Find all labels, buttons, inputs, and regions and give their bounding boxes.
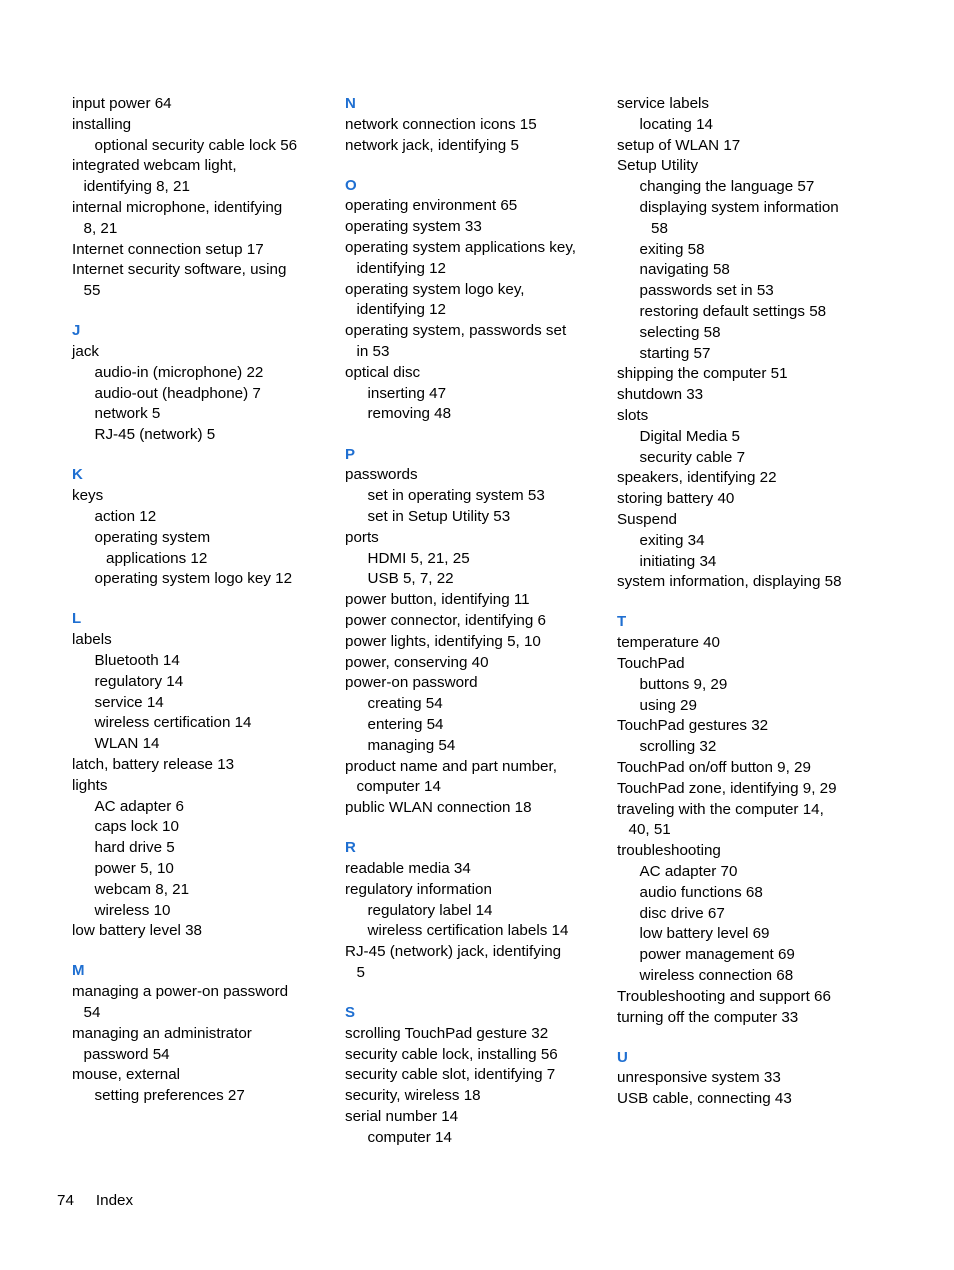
index-entry: labels [72, 631, 112, 649]
section-letter-heading: O [345, 176, 357, 194]
index-entry-continuation: identifying 12 [356, 301, 447, 319]
index-entry: operating system, passwords set [345, 322, 567, 340]
index-entry: ports [345, 528, 379, 546]
index-subentry: displaying system information [639, 198, 839, 216]
index-subentry: exiting 34 [639, 531, 705, 549]
index-entry: security cable slot, identifying 7 [345, 1066, 556, 1084]
index-subentry: Digital Media 5 [639, 427, 740, 445]
index-entry-continuation: in 53 [356, 343, 390, 361]
index-entry: speakers, identifying 22 [617, 469, 777, 487]
index-subentry: webcam 8, 21 [94, 880, 190, 898]
index-entry: lights [72, 776, 108, 794]
index-entry: product name and part number, [345, 757, 557, 775]
index-entry-continuation: 8, 21 [83, 219, 118, 237]
index-entry: system information, displaying 58 [617, 573, 842, 591]
index-entry: Setup Utility [617, 157, 699, 175]
section-letter-heading: T [617, 613, 627, 631]
index-entry: temperature 40 [617, 634, 720, 652]
index-subentry: AC adapter 70 [639, 862, 738, 880]
index-entry: managing a power-on password [72, 983, 289, 1001]
index-entry: power connector, identifying 6 [345, 611, 546, 629]
index-subentry: navigating 58 [639, 261, 730, 279]
index-entry: unresponsive system 33 [617, 1069, 781, 1087]
index-entry: power-on password [345, 674, 478, 692]
section-letter-heading: K [72, 466, 83, 484]
index-subentry: locating 14 [639, 115, 713, 133]
index-subentry: caps lock 10 [94, 818, 179, 836]
index-subentry: optional security cable lock 56 [94, 136, 298, 154]
index-entry: operating environment 65 [345, 197, 518, 215]
index-entry: keys [72, 487, 104, 505]
index-subentry: wireless connection 68 [639, 966, 794, 984]
index-entry: Troubleshooting and support 66 [617, 987, 831, 1005]
index-entry: TouchPad zone, identifying 9, 29 [617, 779, 837, 797]
index-subentry: AC adapter 6 [94, 797, 184, 815]
index-entry: power button, identifying 11 [345, 591, 530, 609]
index-subentry: entering 54 [367, 715, 444, 733]
index-subentry: buttons 9, 29 [639, 675, 728, 693]
index-entry: managing an administrator [72, 1024, 252, 1042]
index-subentry: disc drive 67 [639, 904, 725, 922]
index-subentry: computer 14 [367, 1128, 452, 1146]
index-entry: network connection icons 15 [345, 115, 537, 133]
index-entry: regulatory information [345, 880, 492, 898]
index-entry: Internet security software, using [72, 261, 287, 279]
index-entry: mouse, external [72, 1066, 181, 1084]
index-entry: low battery level 38 [72, 922, 203, 940]
index-entry: USB cable, connecting 43 [617, 1090, 792, 1108]
index-entry: TouchPad on/off button 9, 29 [617, 759, 811, 776]
index-entry: shipping the computer 51 [617, 365, 788, 383]
index-subentry: low battery level 69 [639, 925, 770, 943]
index-entry: traveling with the computer 14, [617, 800, 824, 818]
index-entry: troubleshooting [617, 842, 721, 860]
section-spacer [345, 425, 607, 444]
index-entry: network jack, identifying 5 [345, 136, 519, 154]
index-subentry: power management 69 [639, 946, 795, 964]
index-entry: public WLAN connection 18 [345, 799, 532, 817]
index-entry: Suspend [617, 510, 677, 528]
index-entry-continuation: password 54 [83, 1045, 170, 1063]
index-subentry: operating system [94, 528, 211, 546]
index-entry: shutdown 33 [617, 386, 704, 404]
section-spacer [617, 1028, 887, 1047]
index-entry: operating system logo key, [345, 280, 525, 298]
index-entry: TouchPad gestures 32 [617, 717, 769, 735]
index-entry-continuation: 5 [356, 963, 365, 981]
index-column-3 [617, 94, 887, 1110]
index-entry: serial number 14 [345, 1108, 459, 1126]
index-subentry: HDMI 5, 21, 25 [367, 549, 470, 567]
index-subentry: operating system logo key 12 [94, 570, 293, 588]
section-spacer [345, 819, 607, 838]
index-subentry: starting 57 [639, 344, 711, 362]
index-subentry: USB 5, 7, 22 [367, 570, 454, 588]
index-entry: storing battery 40 [617, 490, 735, 508]
section-spacer [72, 942, 332, 961]
index-entry: service labels [617, 95, 710, 112]
index-subentry: wireless 10 [94, 901, 171, 919]
index-entry-continuation: 54 [83, 1004, 101, 1022]
index-column-1 [72, 94, 332, 1107]
section-letter-heading: R [345, 839, 356, 857]
section-letter-heading: S [345, 1004, 356, 1022]
index-subentry: restoring default settings 58 [639, 302, 827, 320]
index-subentry: managing 54 [367, 736, 456, 754]
section-letter-heading: N [345, 95, 356, 112]
index-entry: jack [72, 343, 100, 361]
index-entry-continuation: 40, 51 [628, 821, 671, 839]
index-entry: power, conserving 40 [345, 653, 489, 671]
section-spacer [617, 593, 887, 612]
index-subentry: passwords set in 53 [639, 282, 774, 300]
index-entry: readable media 34 [345, 859, 471, 877]
index-entry: latch, battery release 13 [72, 756, 235, 773]
index-entry: setup of WLAN 17 [617, 136, 741, 154]
index-entry: security cable lock, installing 56 [345, 1045, 558, 1063]
index-subentry: selecting 58 [639, 323, 721, 341]
index-subentry: scrolling 32 [639, 738, 717, 756]
index-subentry: power 5, 10 [94, 859, 174, 877]
section-spacer [72, 302, 332, 321]
index-entry: turning off the computer 33 [617, 1008, 799, 1026]
footer-section-title: Index [95, 1192, 134, 1209]
index-subentry-continuation: 58 [651, 219, 668, 237]
index-subentry: hard drive 5 [94, 839, 175, 857]
index-entry: RJ-45 (network) jack, identifying [345, 943, 562, 961]
index-entry: slots [617, 406, 649, 424]
index-entry: operating system 33 [345, 218, 482, 236]
index-subentry: changing the language 57 [639, 178, 815, 196]
section-spacer [72, 446, 332, 465]
index-subentry: regulatory 14 [94, 672, 184, 690]
section-spacer [345, 156, 607, 175]
index-entry: internal microphone, identifying [72, 198, 283, 216]
page-footer [57, 1191, 133, 1211]
index-entry-continuation: computer 14 [356, 778, 441, 796]
index-entry-continuation: identifying 12 [356, 259, 447, 277]
index-entry: TouchPad [617, 655, 685, 673]
section-letter-heading: L [72, 610, 82, 628]
index-entry-continuation: identifying 8, 21 [83, 178, 190, 196]
index-entry: scrolling TouchPad gesture 32 [345, 1024, 549, 1042]
index-subentry: wireless certification 14 [94, 714, 252, 732]
index-subentry: service 14 [94, 693, 164, 711]
index-subentry: action 12 [94, 507, 157, 525]
index-subentry: Bluetooth 14 [94, 652, 180, 670]
index-subentry: set in operating system 53 [367, 487, 545, 505]
index-subentry: audio-in (microphone) 22 [94, 363, 264, 381]
index-subentry: audio functions 68 [639, 883, 763, 901]
index-subentry: using 29 [639, 696, 697, 714]
section-spacer [345, 984, 607, 1003]
index-entry: security, wireless 18 [345, 1087, 481, 1105]
section-letter-heading: U [617, 1048, 628, 1066]
index-entry: input power 64 [72, 95, 172, 112]
section-spacer [72, 590, 332, 609]
index-entry: integrated webcam light, [72, 157, 237, 175]
index-subentry: inserting 47 [367, 384, 447, 402]
index-entry: passwords [345, 466, 418, 484]
index-subentry: exiting 58 [639, 240, 705, 258]
index-entry: power lights, identifying 5, 10 [345, 632, 541, 650]
index-entry: operating system applications key, [345, 239, 577, 257]
index-subentry: WLAN 14 [94, 735, 160, 753]
index-entry-continuation: 55 [83, 282, 101, 300]
index-subentry: network 5 [94, 405, 161, 423]
section-letter-heading: M [72, 962, 85, 980]
index-subentry: setting preferences 27 [94, 1087, 245, 1105]
page-number: 74 [57, 1192, 74, 1209]
section-letter-heading: J [72, 322, 81, 340]
index-column-2 [345, 94, 607, 1149]
index-subentry: creating 54 [367, 695, 443, 713]
index-entry: optical disc [345, 363, 421, 381]
index-subentry: audio-out (headphone) 7 [94, 384, 261, 402]
index-entry: Internet connection setup 17 [72, 240, 264, 258]
index-subentry: security cable 7 [639, 448, 746, 466]
index-subentry: initiating 34 [639, 552, 717, 570]
index-subentry: wireless certification labels 14 [367, 922, 569, 940]
index-subentry: set in Setup Utility 53 [367, 507, 511, 525]
index-subentry: RJ-45 (network) 5 [94, 426, 216, 444]
index-subentry: regulatory label 14 [367, 901, 493, 919]
index-entry: installing [72, 115, 132, 133]
section-letter-heading: P [345, 445, 356, 463]
index-subentry: removing 48 [367, 405, 452, 423]
index-subentry-continuation: applications 12 [106, 549, 208, 567]
